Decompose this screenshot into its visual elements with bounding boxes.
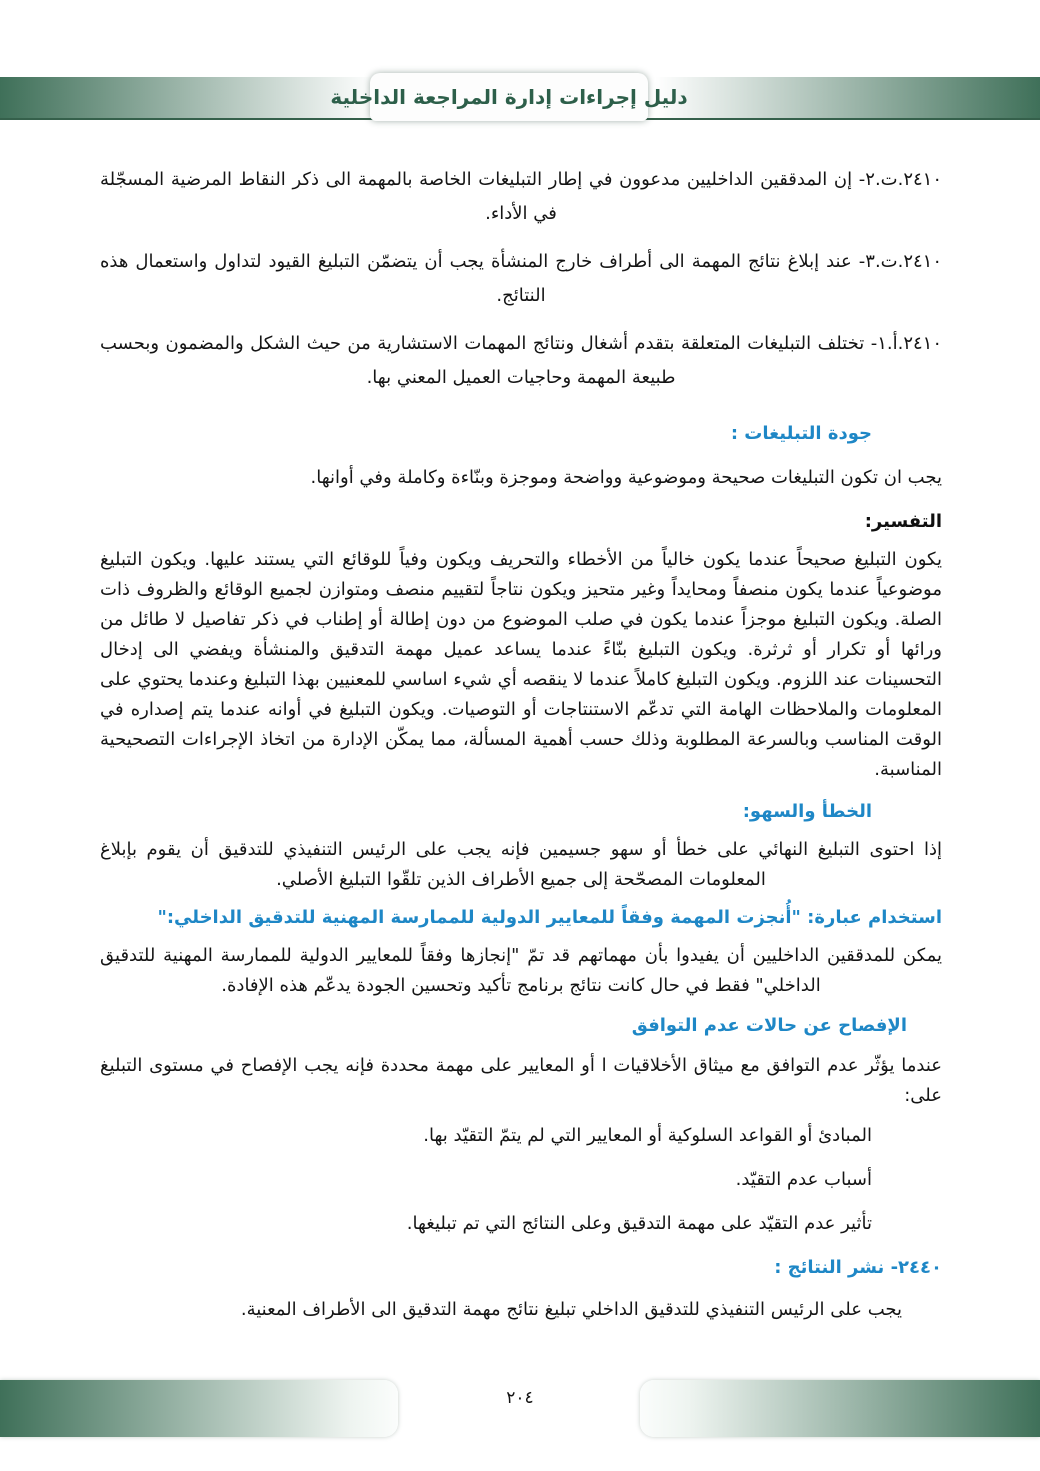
standard-item-2410-a1: ٢٤١٠.أ.١- تختلف التبليغات المتعلقة بتقدم أشغال ونتائج المهمات الاستشارية من حيث الشكل والمضمون وبحسب طبيعة المهمة وحاجيات العميل المعني بها. bbox=[100, 333, 942, 388]
error-omission-paragraph: إذا احتوى التبليغ النهائي على خطأ أو سهو جسيمين فإنه يجب على الرئيس التنفيذي للتدقيق أن يقوم بإبلاغ المعلومات المصحّحة إلى جميع الأطراف الذين تلقّوا التبليغ الأصلي. bbox=[100, 839, 942, 890]
section-heading-error-omission: الخطأ والسهو: bbox=[742, 801, 872, 822]
section-heading-quality: جودة التبليغات : bbox=[730, 423, 872, 444]
nonconformance-intro-paragraph: عندما يؤثّر عدم التوافق مع ميثاق الأخلاقيات ا أو المعايير على مهمة محددة فإنه يجب الإفصاح في مستوى التبليغ على: bbox=[100, 1055, 942, 1106]
standard-item-2410-c3: ٢٤١٠.ت.٣- عند إبلاغ نتائج المهمة الى أطراف خارج المنشأة يجب أن يتضمّن التبليغ القيود لتداول واستعمال هذه النتائج. bbox=[100, 251, 942, 306]
quality-text: يجب ان تكون التبليغات صحيحة وموضوعية وواضحة وموجزة وبنّاءة وكاملة وفي أوانها. bbox=[310, 467, 942, 488]
disseminating-results-paragraph: يجب على الرئيس التنفيذي للتدقيق الداخلي تبليغ نتائج مهمة التدقيق الى الأطراف المعنية. bbox=[240, 1299, 902, 1320]
document-title: دليل إجراءات إدارة المراجعة الداخلية bbox=[330, 85, 688, 109]
section-heading-2440-disseminating-results: ٢٤٤٠- نشر النتائج : bbox=[774, 1257, 942, 1278]
nonconformance-point-reasons: أسباب عدم التقيّد. bbox=[735, 1169, 872, 1190]
use-of-phrase-paragraph: يمكن للمدققين الداخليين أن يفيدوا بأن مهماتهم قد تمّ "إنجازها وفقاً للمعايير الدولية للممارسة المهنية للتدقيق الداخلي" فقط في حال كانت نتائج برنامج تأكيد وتحسين الجودة يدعّم هذه الإفادة. bbox=[100, 945, 942, 996]
nonconformance-point-impact: تأثير عدم التقيّد على مهمة التدقيق وعلى النتائج التي تم تبليغها. bbox=[406, 1213, 872, 1234]
standard-item-2410-c2: ٢٤١٠.ت.٢- إن المدققين الداخليين مدعوون في إطار التبليغات الخاصة بالمهمة الى ذكر النقاط المرضية المسجّلة في الأداء. bbox=[100, 169, 942, 224]
interpretation-paragraph: يكون التبليغ صحيحاً عندما يكون خالياً من الأخطاء والتحريف ويكون وفياً للوقائع التي يستند عليها. ويكون التبليغ موضوعياً عندما يكون منصفاً ومحايداً وغير متحيز ويكون نتاجاً لتقييم منصف ومتوازن لجميع الوقائع والظروف ذات الصلة. ويكون التبليغ موجزاً عندما يكون في صلب الموضوع من دون إطالة أو إطناب في ذكر تفاصيل لا طائل من ورائها أو تكرار أو ثرثرة. ويكون التبليغ بنّاءً عندما يساعد عميل مهمة التدقيق والمنشأة ويفضي الى إدخال التحسينات عند اللزوم. ويكون التبليغ كاملاً عندما لا ينقصه أي شيء اساسي للمعنيين بهذا التبليغ وعندما يحتوي على المعلومات والملاحظات الهامة التي تدعّم الاستنتاجات أو التوصيات. ويكون التبليغ في أوانه عندما يتم إصداره في الوقت المناسب وبالسرعة المطلوبة وذلك حسب أهمية المسألة، مما يمكّن الإدارة من اتخاذ الإجراءات التصحيحية المناسبة. bbox=[100, 549, 942, 780]
section-heading-nonconformance-disclosure: الإفصاح عن حالات عدم التوافق bbox=[631, 1015, 907, 1036]
section-heading-use-of-phrase: استخدام عبارة: "أُنجزت المهمة وفقاً للمعايير الدولية للممارسة المهنية للتدقيق الداخلي:" bbox=[157, 907, 942, 928]
document-body bbox=[100, 163, 942, 1325]
nonconformance-point-principles: المبادئ أو القواعد السلوكية أو المعايير التي لم يتمّ التقيّد بها. bbox=[423, 1125, 872, 1146]
header-title-tab bbox=[330, 73, 688, 121]
page-number: ٢٠٤ bbox=[506, 1388, 534, 1408]
section-heading-interpretation: التفسير: bbox=[864, 511, 942, 532]
